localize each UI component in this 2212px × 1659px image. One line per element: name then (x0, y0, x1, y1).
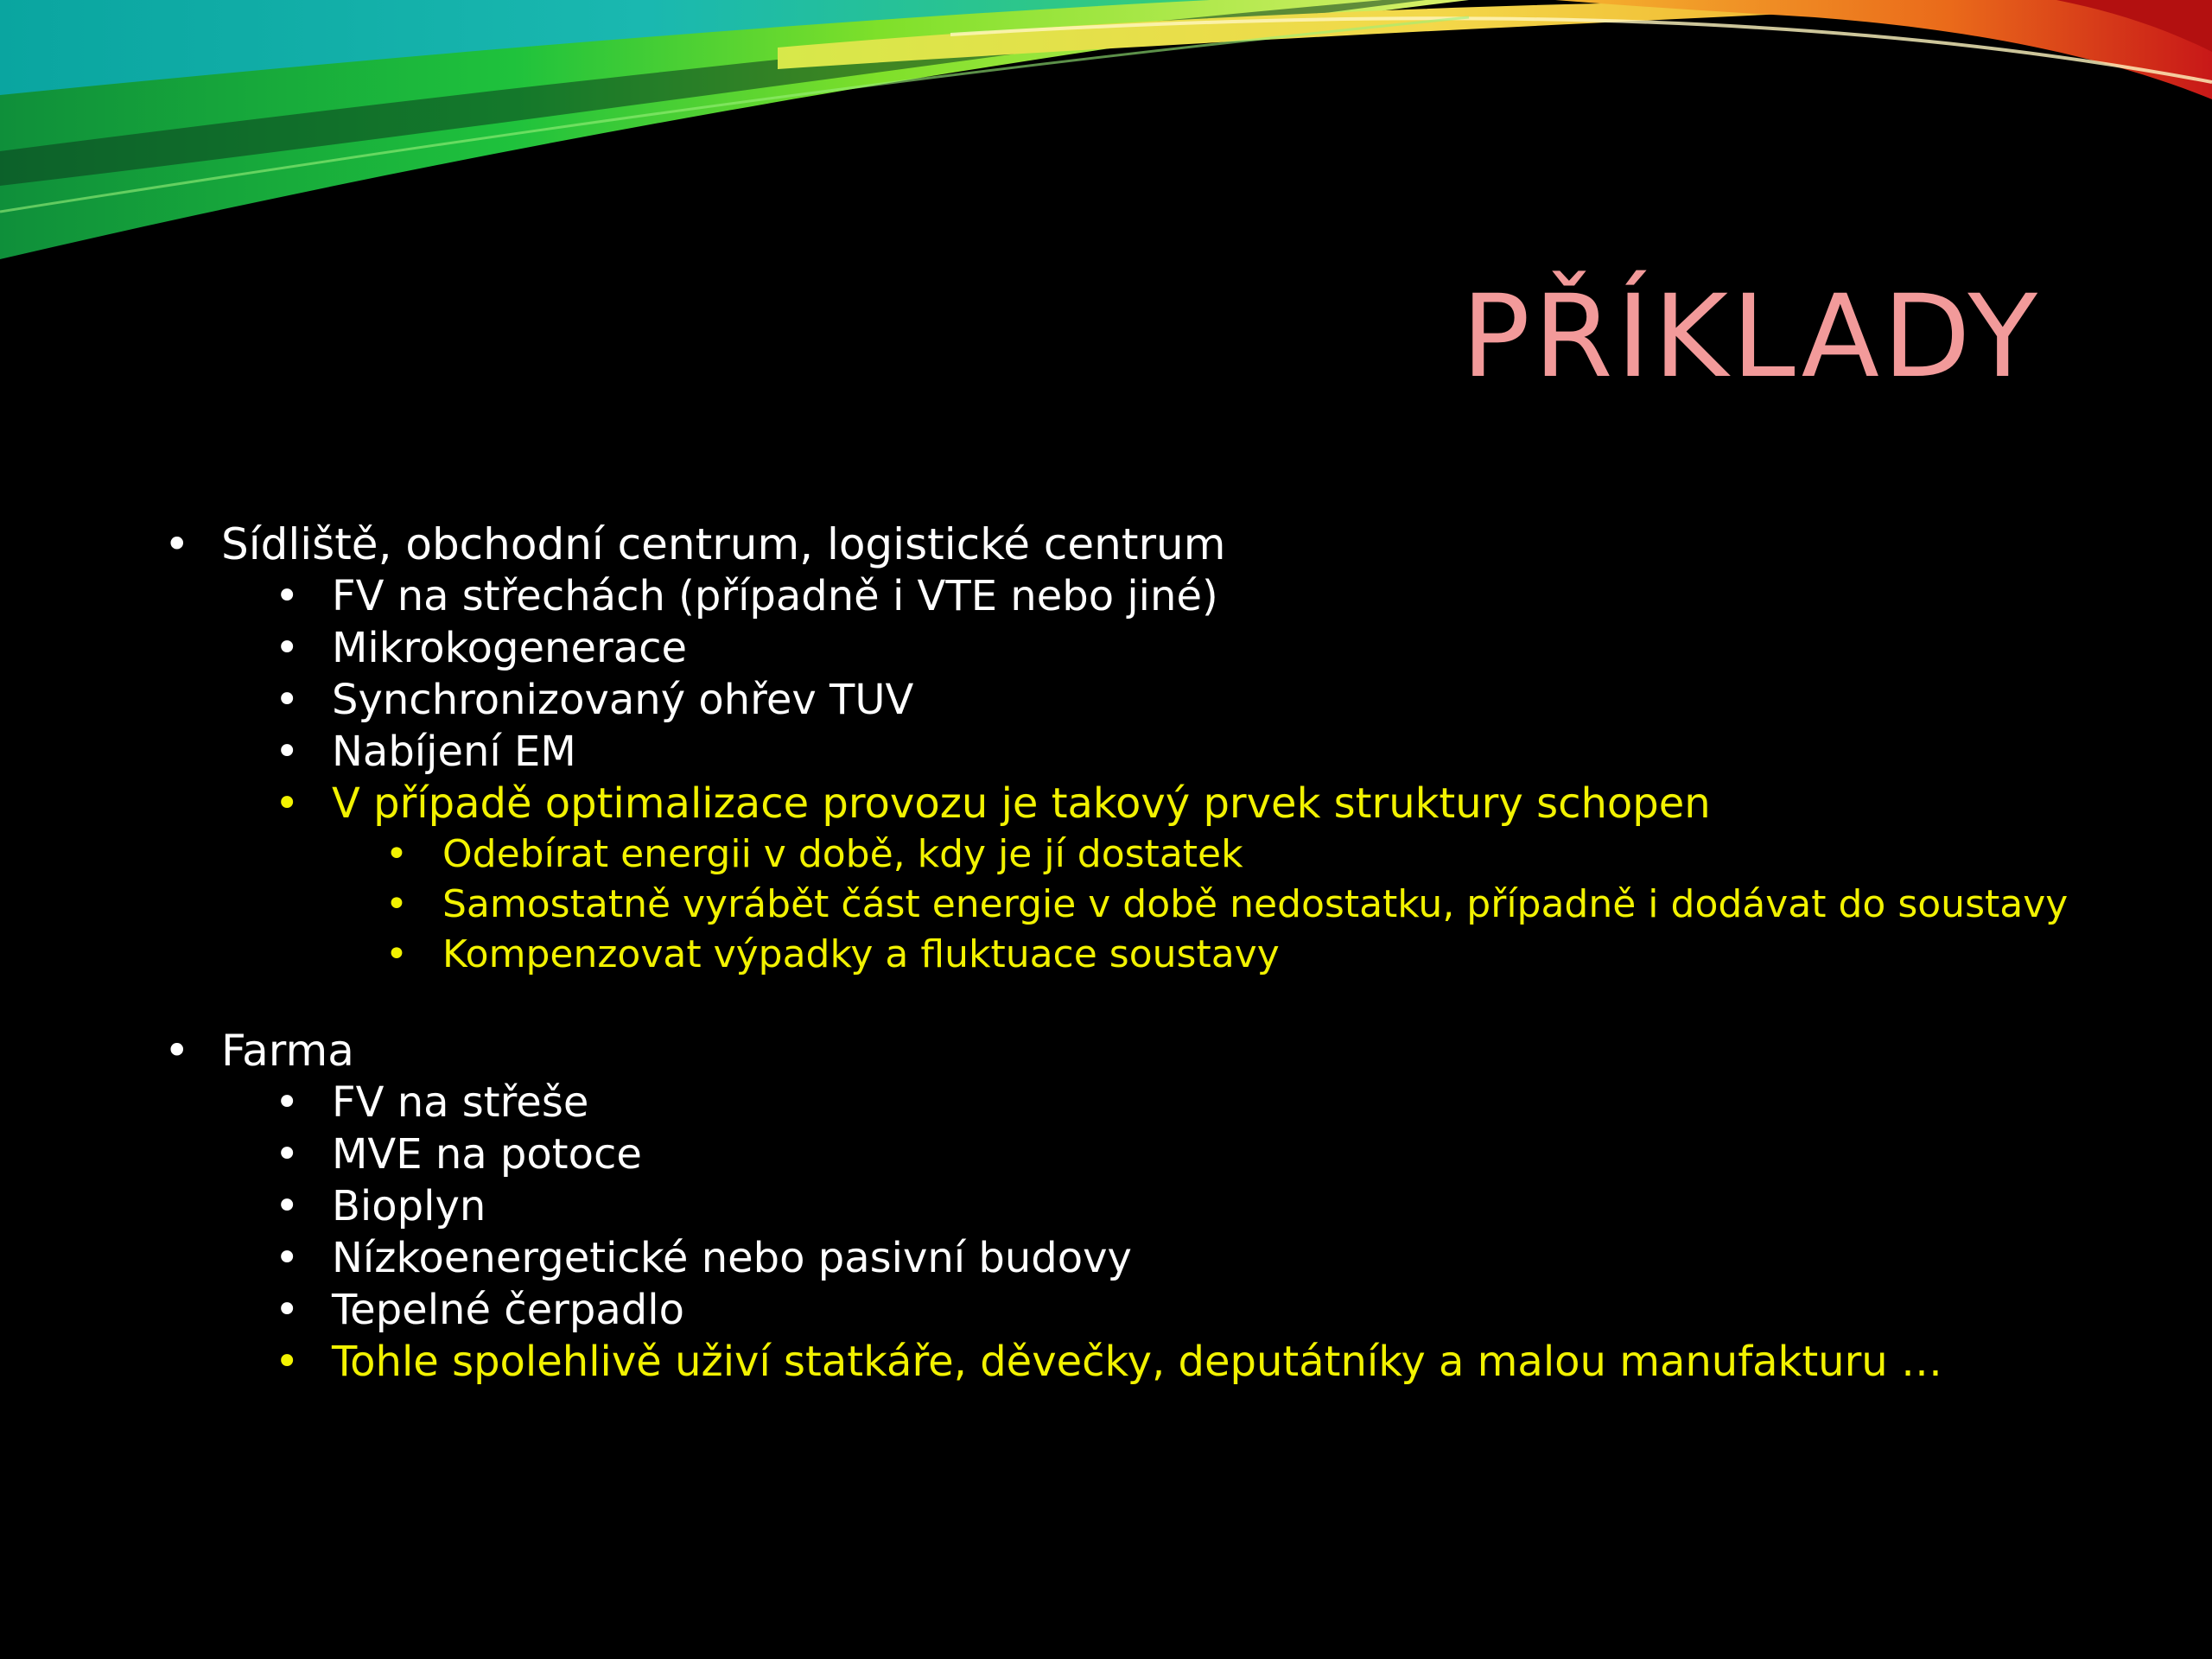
bullet-icon: • (275, 728, 300, 776)
list-item (275, 674, 2065, 726)
list-item-label: MVE na potoce (332, 1130, 642, 1179)
bullet-icon: • (275, 1130, 300, 1179)
list-item-label: Synchronizovaný ohřev TUV (332, 676, 914, 724)
bullet-icon: • (275, 676, 300, 724)
list-item (275, 726, 2065, 778)
bullet-icon: • (275, 1338, 300, 1386)
slide-title: PŘÍKLADY (1461, 270, 2041, 404)
list-item-label: Bioplyn (332, 1182, 486, 1230)
highlight-list-item-label: V případě optimalizace provozu je takový prvek struktury schopen (332, 779, 1711, 828)
sub-list-item (385, 830, 2065, 880)
slide-content (164, 518, 2069, 1388)
bullet-icon: • (275, 1286, 300, 1334)
sub-list-item-label: Kompenzovat výpadky a fluktuace soustavy (442, 932, 1280, 976)
bullet-icon: • (164, 1026, 190, 1076)
list-item (275, 1284, 2065, 1336)
list-item (275, 1232, 2065, 1284)
section-spacer (164, 980, 2065, 1025)
highlight-list-item (275, 1336, 2065, 1388)
sub-list-item (385, 930, 2065, 980)
bullet-icon: • (164, 519, 190, 569)
section-heading-farm (164, 1025, 2065, 1077)
bullet-icon: • (275, 1234, 300, 1282)
bullet-icon: • (275, 572, 300, 620)
list-item-label: FV na střechách (případně i VTE nebo jiné) (332, 572, 1218, 620)
list-item (275, 1077, 2065, 1128)
sub-list-item (385, 880, 2084, 930)
section-heading-housing (164, 518, 2065, 570)
bullet-icon: • (385, 932, 408, 976)
sub-list-item-label: Odebírat energii v době, kdy je jí dostatek (442, 832, 1243, 876)
bullet-icon: • (275, 624, 300, 672)
list-item-label: Tepelné čerpadlo (332, 1286, 684, 1334)
list-item (275, 622, 2065, 674)
list-item (275, 1128, 2065, 1180)
highlight-list-item-label: Tohle spolehlivě uživí statkáře, děvečky, deputátníky a malou manufakturu … (332, 1338, 1942, 1386)
bullet-icon: • (275, 1182, 300, 1230)
list-item (275, 1180, 2065, 1232)
list-item-label: Nabíjení EM (332, 728, 576, 776)
decorative-swoosh-banner (0, 0, 2212, 276)
bullet-icon: • (275, 1078, 300, 1127)
list-item-label: FV na střeše (332, 1078, 589, 1127)
list-item-label: Nízkoenergetické nebo pasivní budovy (332, 1234, 1132, 1282)
list-item (275, 570, 2065, 622)
bullet-icon: • (275, 779, 300, 828)
section-heading-label: Sídliště, obchodní centrum, logistické centrum (221, 519, 1226, 569)
bullet-icon: • (385, 882, 408, 926)
highlight-list-item (275, 778, 2065, 830)
section-heading-label: Farma (221, 1026, 354, 1076)
list-item-label: Mikrokogenerace (332, 624, 688, 672)
sub-list-item-label: Samostatně vyrábět část energie v době nedostatku, případně i dodávat do soustavy (442, 882, 2069, 926)
bullet-icon: • (385, 832, 408, 876)
